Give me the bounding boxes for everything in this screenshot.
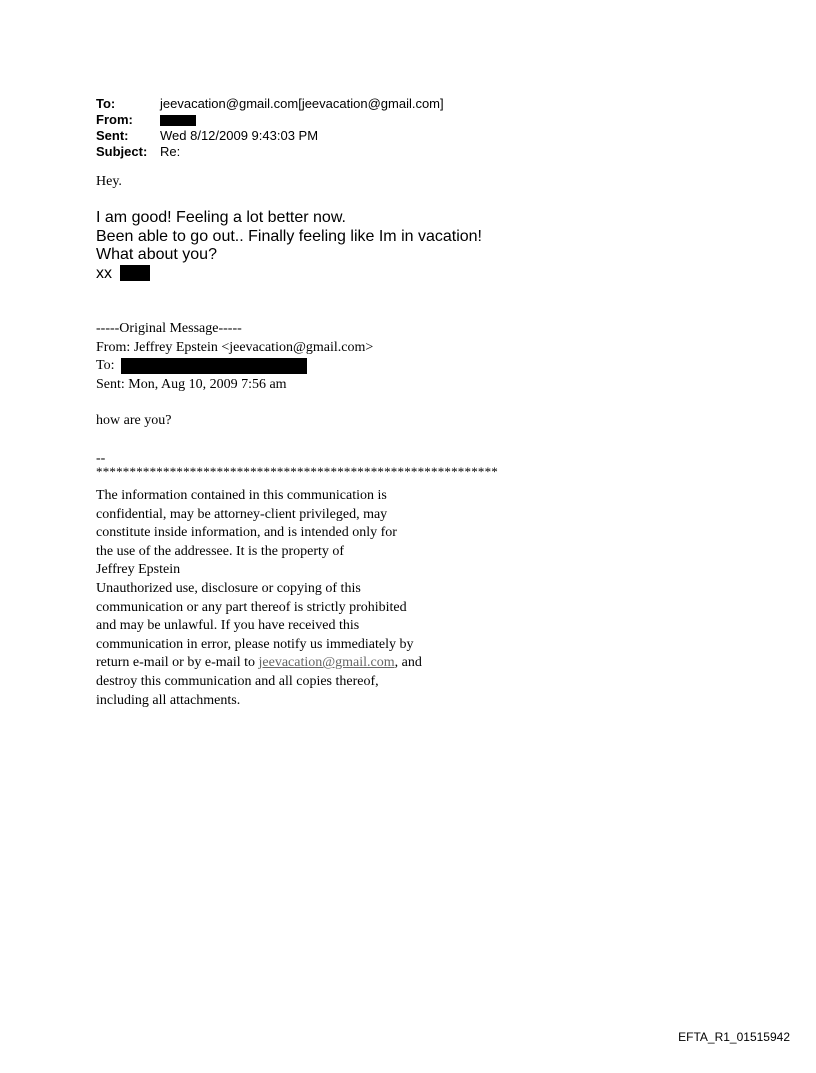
- sent-label: Sent:: [96, 128, 129, 143]
- signoff-text: xx: [96, 264, 112, 282]
- reply-body: [96, 209, 482, 283]
- reply-greeting: Hey.: [96, 174, 122, 189]
- signature-stars: ************************************************************: [96, 464, 498, 479]
- disclaimer-line: the use of the addressee. It is the property of: [96, 543, 345, 559]
- reply-signoff: [96, 265, 482, 284]
- email-header: [96, 96, 444, 160]
- disclaimer-line: including all attachments.: [96, 692, 241, 708]
- link-suffix: , and: [394, 655, 422, 671]
- disclaimer-line: communication in error, please notify us immediately by: [96, 636, 414, 652]
- original-to: [96, 357, 373, 376]
- disclaimer-line: destroy this communication and all copies thereof,: [96, 673, 379, 689]
- disclaimer-line: and may be unlawful. If you have received this: [96, 618, 360, 634]
- header-to-row: [96, 96, 444, 112]
- from-label: From:: [96, 112, 133, 127]
- original-to-label: To:: [96, 358, 115, 373]
- disclaimer-link-line: [96, 654, 422, 673]
- signature-dash: --: [96, 451, 106, 466]
- from-value-redacted: [160, 112, 196, 128]
- original-sent: Sent: Mon, Aug 10, 2009 7:56 am: [96, 376, 287, 392]
- disclaimer-line: confidential, may be attorney-client privileged, may: [96, 506, 388, 522]
- original-body: how are you?: [96, 413, 172, 428]
- reply-line: What about you?: [96, 246, 217, 263]
- reply-line: I am good! Feeling a lot better now.: [96, 209, 346, 226]
- disclaimer-line: communication or any part thereof is strictly prohibited: [96, 599, 407, 615]
- header-from-row: [96, 112, 444, 128]
- header-sent-row: [96, 128, 444, 144]
- subject-label: Subject:: [96, 144, 148, 159]
- sent-value: Wed 8/12/2009 9:43:03 PM: [160, 128, 319, 143]
- document-id: EFTA_R1_01515942: [678, 1030, 790, 1044]
- link-prefix: return e-mail or by e-mail to: [96, 655, 259, 671]
- original-divider: -----Original Message-----: [96, 321, 242, 336]
- disclaimer-line: Jeffrey Epstein: [96, 562, 181, 578]
- to-value: jeevacation@gmail.com[jeevacation@gmail.com]: [160, 96, 444, 111]
- redaction-block: [121, 358, 307, 374]
- disclaimer-line: constitute inside information, and is intended only for: [96, 525, 397, 541]
- disclaimer: [96, 487, 422, 710]
- original-from: From: Jeffrey Epstein <jeevacation@gmail.com>: [96, 339, 374, 355]
- email-link[interactable]: jeevacation@gmail.com: [258, 655, 395, 671]
- to-label: To:: [96, 96, 116, 111]
- original-message-header: [96, 320, 373, 394]
- subject-value: Re:: [160, 144, 181, 159]
- disclaimer-line: The information contained in this communication is: [96, 488, 387, 503]
- redaction-block: [160, 115, 196, 126]
- reply-line: Been able to go out.. Finally feeling like Im in vacation!: [96, 227, 482, 245]
- header-subject-row: [96, 144, 444, 160]
- redaction-block: [120, 265, 150, 281]
- disclaimer-line: Unauthorized use, disclosure or copying of this: [96, 580, 361, 596]
